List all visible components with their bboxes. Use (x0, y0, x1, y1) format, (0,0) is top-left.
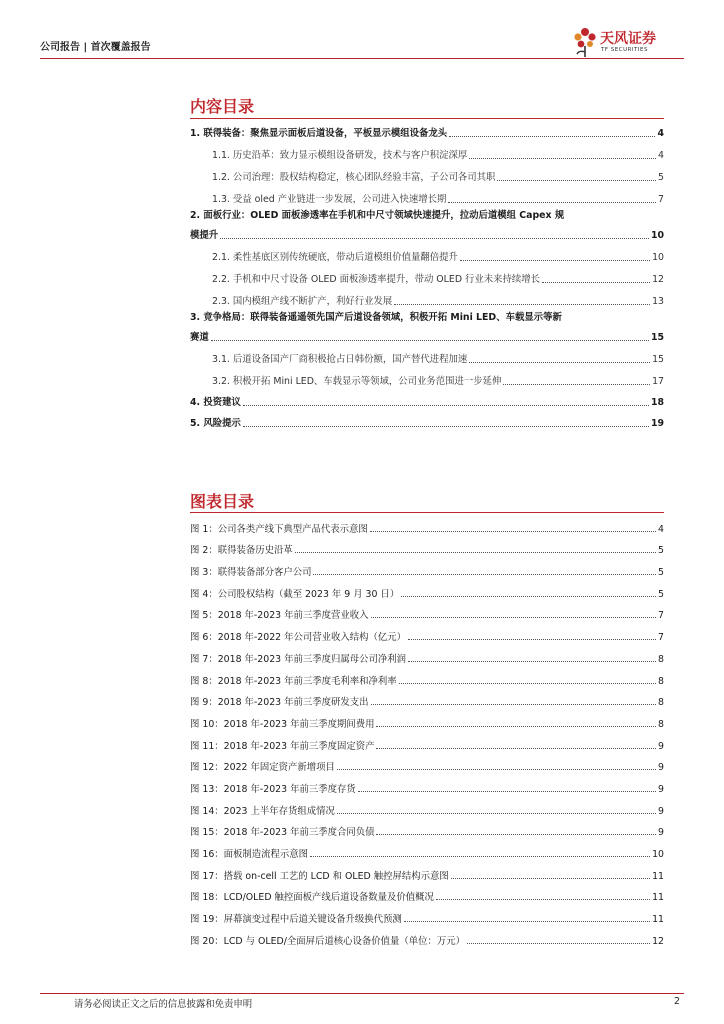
figures-title: 图表目录 (190, 492, 255, 511)
toc-entry[interactable]: 2. 面板行业：OLED 面板渗透率在手机和中尺寸领域快速提升，拉动后道模组 Capex 规 模提升 10 (190, 210, 664, 241)
figure-entry[interactable]: 图 16：面板制造流程示意图 10 (190, 849, 664, 860)
figure-entry[interactable]: 图 2：联得装备历史沿革 5 (190, 545, 664, 557)
figure-entry[interactable]: 图 5：2018 年-2023 年前三季度营业收入 7 (190, 610, 664, 622)
footer-divider (40, 993, 684, 994)
figure-entry[interactable]: 图 1：公司各类产线下典型产品代表示意图 4 (190, 523, 664, 535)
toc-entry[interactable]: 2.1. 柔性基底区别传统硬底，带动后道模组价值量翻倍提升 10 (212, 252, 664, 263)
figure-entry[interactable]: 图 15：2018 年-2023 年前三季度合同负债 9 (190, 827, 664, 839)
figure-entry[interactable]: 图 20：LCD 与 OLED/全面屏后道核心设备价值量（单位：万元） 12 (190, 935, 664, 947)
toc-entry[interactable]: 3.2. 积极开拓 Mini LED、车载显示等领域，公司业务范围进一步延伸 17 (212, 376, 664, 387)
figure-entry[interactable]: 图 18：LCD/OLED 触控面板产线后道设备数量及价值概况 11 (190, 892, 664, 904)
brand-subtitle: TF SECURITIES (601, 47, 648, 53)
figure-entry[interactable]: 图 3：联得装备部分客户公司 5 (190, 567, 664, 579)
toc-entry[interactable]: 5. 风险提示 19 (190, 418, 664, 429)
toc-list (190, 119, 664, 430)
brand-flower-icon (572, 26, 598, 58)
header-divider (40, 58, 684, 59)
toc-entry[interactable]: 3. 竞争格局：联得装备遥遥领先国产后道设备领域，积极开拓 Mini LED、车载显示等新 赛道 15 (190, 312, 664, 343)
figure-entry[interactable]: 图 6：2018 年-2022 年公司营业收入结构（亿元） 7 (190, 632, 664, 644)
figure-entry[interactable]: 图 17：搭载 on-cell 工艺的 LCD 和 OLED 触控屏结构示意图 11 (190, 870, 664, 882)
toc-entry[interactable]: 1. 联得装备：聚焦显示面板后道设备，平板显示模组设备龙头 4 (190, 128, 664, 139)
toc-entry[interactable]: 3.1. 后道设备国产厂商积极抢占日韩份额，国产替代进程加速 15 (212, 354, 664, 365)
brand-name: 天风证券 (600, 31, 656, 47)
toc-entry[interactable]: 2.3. 国内模组产线不断扩产，利好行业发展 13 (212, 296, 664, 307)
toc-title: 内容目录 (190, 97, 255, 116)
page-number: 2 (674, 996, 680, 1007)
toc-entry[interactable]: 2.2. 手机和中尺寸设备 OLED 面板渗透率提升，带动 OLED 行业未来持续增长 12 (212, 274, 664, 285)
brand-logo (572, 24, 682, 58)
footer-disclaimer: 请务必阅读正文之后的信息披露和免责申明 (74, 999, 253, 1010)
figure-entry[interactable]: 图 8：2018 年-2023 年前三季度毛利率和净利率 8 (190, 675, 664, 687)
report-type-label: 公司报告 | 首次覆盖报告 (40, 42, 151, 53)
figure-entry[interactable]: 图 11：2018 年-2023 年前三季度固定资产 9 (190, 740, 664, 752)
toc-entry[interactable]: 1.1. 历史沿革：致力显示模组设备研发，技术与客户积淀深厚 4 (212, 150, 664, 161)
figure-entry[interactable]: 图 14：2023 上半年存货组成情况 9 (190, 805, 664, 817)
toc-entry[interactable]: 1.3. 受益 oled 产业链进一步发展，公司进入快速增长期 7 (212, 194, 664, 205)
figure-entry[interactable]: 图 12：2022 年固定资产新增项目 9 (190, 762, 664, 774)
figure-entry[interactable]: 图 13：2018 年-2023 年前三季度存货 9 (190, 783, 664, 795)
figure-list (190, 513, 664, 947)
figure-entry[interactable]: 图 9：2018 年-2023 年前三季度研发支出 8 (190, 697, 664, 709)
figure-entry[interactable]: 图 7：2018 年-2023 年前三季度归属母公司净利润 8 (190, 653, 664, 665)
figure-entry[interactable]: 图 4：公司股权结构（截至 2023 年 9 月 30 日） 5 (190, 588, 664, 600)
figure-entry[interactable]: 图 10：2018 年-2023 年前三季度期间费用 8 (190, 718, 664, 730)
figure-entry[interactable]: 图 19：屏幕演变过程中后道关键设备升级换代预测 11 (190, 914, 664, 926)
toc-entry[interactable]: 4. 投资建议 18 (190, 397, 664, 408)
toc-entry[interactable]: 1.2. 公司治理：股权结构稳定，核心团队经验丰富，子公司各司其职 5 (212, 172, 664, 183)
